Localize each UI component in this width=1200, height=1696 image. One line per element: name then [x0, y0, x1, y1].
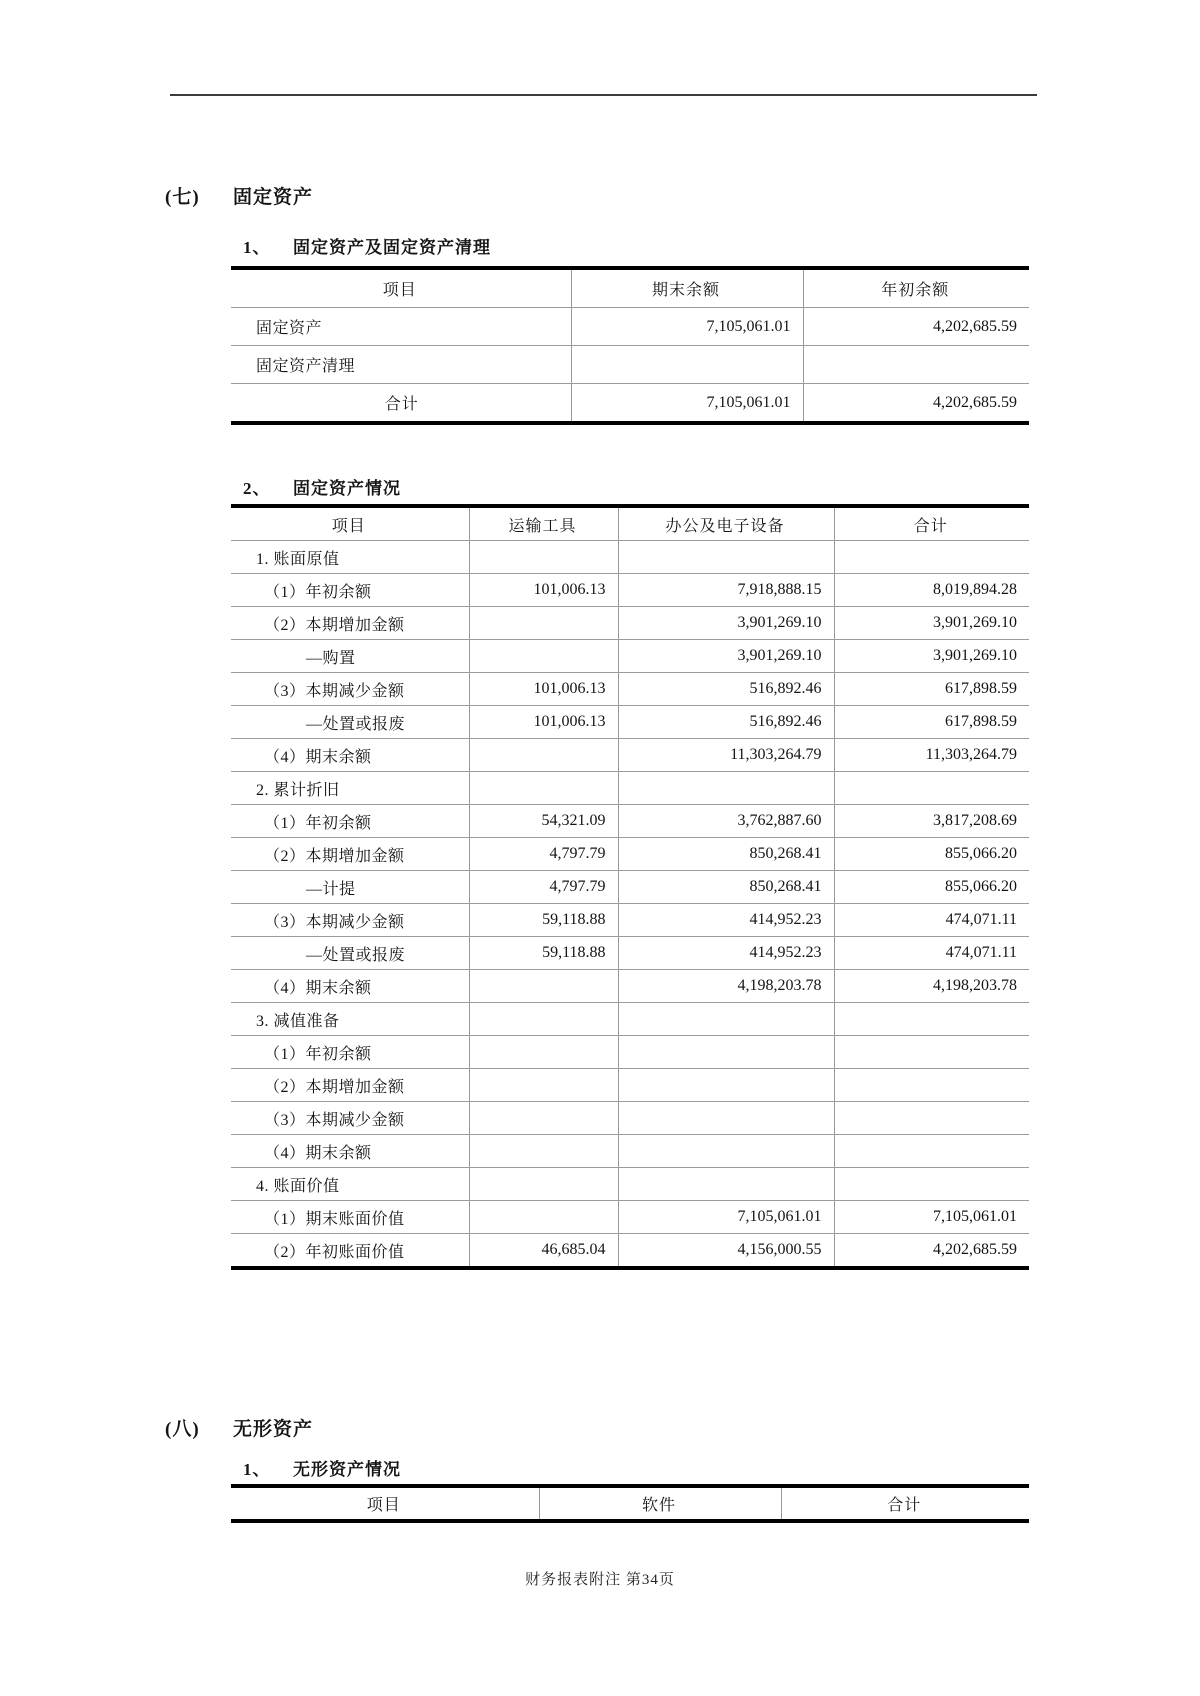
- value-cell: 4,797.79: [469, 838, 618, 871]
- value-cell: 11,303,264.79: [834, 739, 1029, 772]
- table-row: [231, 937, 1029, 970]
- value-cell: [469, 1201, 618, 1234]
- value-cell: [469, 970, 618, 1003]
- value-cell: [834, 1003, 1029, 1036]
- row-label-cell: （4）期末余额: [231, 1135, 469, 1168]
- column-header: 期末余额: [571, 268, 803, 308]
- value-cell: [834, 1168, 1029, 1201]
- value-cell: [618, 1003, 834, 1036]
- row-label-cell: （3）本期减少金额: [231, 904, 469, 937]
- section-label: (八): [165, 1419, 200, 1440]
- table-row: [231, 346, 1029, 384]
- value-cell: [469, 1102, 618, 1135]
- row-label-cell: （2）本期增加金额: [231, 607, 469, 640]
- value-cell: [469, 607, 618, 640]
- value-cell: 3,817,208.69: [834, 805, 1029, 838]
- intangible-assets-detail-table: [231, 1484, 1029, 1523]
- row-label-cell: （4）期末余额: [231, 970, 469, 1003]
- value-cell: 516,892.46: [618, 706, 834, 739]
- row-label-cell: （1）期末账面价值: [231, 1201, 469, 1234]
- table-row: [231, 871, 1029, 904]
- value-cell: 617,898.59: [834, 673, 1029, 706]
- section-title: 固定资产: [233, 187, 314, 208]
- table-row: [231, 1102, 1029, 1135]
- value-cell: [618, 1036, 834, 1069]
- row-label-cell: 4. 账面价值: [231, 1168, 469, 1201]
- value-cell: 855,066.20: [834, 871, 1029, 904]
- row-label-cell: 2. 累计折旧: [231, 772, 469, 805]
- value-cell: 101,006.13: [469, 673, 618, 706]
- value-cell: 4,156,000.55: [618, 1234, 834, 1269]
- subsection-title: 无形资产情况: [293, 1460, 401, 1479]
- subsection-title: 固定资产情况: [293, 479, 401, 498]
- subsection-number: 2、: [243, 479, 271, 498]
- page-footer: 财务报表附注 第34页: [525, 1572, 675, 1588]
- value-cell: [618, 541, 834, 574]
- row-label-cell: 固定资产清理: [231, 346, 571, 384]
- fixed-assets-summary-table: [231, 266, 1029, 425]
- column-header: 软件: [539, 1486, 781, 1521]
- row-label-cell: —处置或报废: [231, 937, 469, 970]
- value-cell: 8,019,894.28: [834, 574, 1029, 607]
- value-cell: 3,901,269.10: [618, 607, 834, 640]
- value-cell: [469, 739, 618, 772]
- row-label-cell: 合计: [231, 384, 571, 424]
- value-cell: 3,901,269.10: [834, 640, 1029, 673]
- row-label-cell: （3）本期减少金额: [231, 1102, 469, 1135]
- row-label-cell: —处置或报废: [231, 706, 469, 739]
- column-header: 项目: [231, 506, 469, 541]
- value-cell: [618, 1135, 834, 1168]
- value-cell: [834, 1069, 1029, 1102]
- value-cell: 59,118.88: [469, 904, 618, 937]
- value-cell: [469, 1003, 618, 1036]
- table-row: [231, 706, 1029, 739]
- row-label-cell: （1）年初余额: [231, 805, 469, 838]
- value-cell: [803, 346, 1029, 384]
- value-cell: 7,105,061.01: [834, 1201, 1029, 1234]
- column-header: 项目: [231, 268, 571, 308]
- table-header-row: [231, 268, 1029, 308]
- value-cell: [469, 1069, 618, 1102]
- row-label-cell: —购置: [231, 640, 469, 673]
- value-cell: 855,066.20: [834, 838, 1029, 871]
- value-cell: 101,006.13: [469, 574, 618, 607]
- value-cell: [571, 346, 803, 384]
- value-cell: [618, 1102, 834, 1135]
- value-cell: [834, 1102, 1029, 1135]
- table-row: [231, 673, 1029, 706]
- section-title: 无形资产: [233, 1419, 314, 1440]
- table-row: [231, 1168, 1029, 1201]
- value-cell: 4,198,203.78: [618, 970, 834, 1003]
- column-header: 项目: [231, 1486, 539, 1521]
- row-label-cell: （1）年初余额: [231, 1036, 469, 1069]
- table-row: [231, 904, 1029, 937]
- row-label-cell: （2）本期增加金额: [231, 1069, 469, 1102]
- table-row: [231, 541, 1029, 574]
- value-cell: [469, 640, 618, 673]
- table-row: [231, 739, 1029, 772]
- row-label-cell: —计提: [231, 871, 469, 904]
- value-cell: 474,071.11: [834, 904, 1029, 937]
- value-cell: [834, 1135, 1029, 1168]
- subsection-number: 1、: [243, 1460, 271, 1479]
- table-row: [231, 838, 1029, 871]
- table-row: [231, 1201, 1029, 1234]
- row-label-cell: （1）年初余额: [231, 574, 469, 607]
- value-cell: 474,071.11: [834, 937, 1029, 970]
- table-row: [231, 1234, 1029, 1269]
- table-row: [231, 607, 1029, 640]
- section-heading-fixed-assets: [165, 182, 313, 209]
- value-cell: 414,952.23: [618, 904, 834, 937]
- value-cell: [834, 541, 1029, 574]
- value-cell: [469, 772, 618, 805]
- value-cell: [834, 1036, 1029, 1069]
- value-cell: 7,918,888.15: [618, 574, 834, 607]
- value-cell: 4,202,685.59: [803, 384, 1029, 424]
- value-cell: [618, 1069, 834, 1102]
- value-cell: 3,762,887.60: [618, 805, 834, 838]
- value-cell: 414,952.23: [618, 937, 834, 970]
- table-row: [231, 308, 1029, 346]
- header-rule: [170, 94, 1037, 96]
- value-cell: 11,303,264.79: [618, 739, 834, 772]
- table-row: [231, 1003, 1029, 1036]
- table-header-row: [231, 506, 1029, 541]
- table-row: [231, 384, 1029, 424]
- row-label-cell: 固定资产: [231, 308, 571, 346]
- section-heading-intangible-assets: [165, 1414, 313, 1441]
- table-header-row: [231, 1486, 1029, 1521]
- table-row: [231, 640, 1029, 673]
- column-header: 合计: [781, 1486, 1029, 1521]
- table-row: [231, 1135, 1029, 1168]
- row-label-cell: （3）本期减少金额: [231, 673, 469, 706]
- table-row: [231, 805, 1029, 838]
- fixed-assets-detail-table: [231, 504, 1029, 1270]
- column-header: 合计: [834, 506, 1029, 541]
- subsection-number: 1、: [243, 238, 271, 257]
- value-cell: 4,202,685.59: [803, 308, 1029, 346]
- value-cell: 4,202,685.59: [834, 1234, 1029, 1269]
- table-row: [231, 772, 1029, 805]
- value-cell: 4,198,203.78: [834, 970, 1029, 1003]
- row-label-cell: 3. 减值准备: [231, 1003, 469, 1036]
- value-cell: 59,118.88: [469, 937, 618, 970]
- value-cell: 617,898.59: [834, 706, 1029, 739]
- subsection-heading-intangible-assets-detail: [243, 1455, 401, 1480]
- subsection-heading-fixed-assets-detail: [243, 474, 401, 499]
- value-cell: 4,797.79: [469, 871, 618, 904]
- value-cell: [834, 772, 1029, 805]
- value-cell: 3,901,269.10: [834, 607, 1029, 640]
- table-row: [231, 1069, 1029, 1102]
- column-header: 运输工具: [469, 506, 618, 541]
- value-cell: [469, 1168, 618, 1201]
- value-cell: 516,892.46: [618, 673, 834, 706]
- subsection-title: 固定资产及固定资产清理: [293, 238, 491, 257]
- row-label-cell: 1. 账面原值: [231, 541, 469, 574]
- value-cell: 54,321.09: [469, 805, 618, 838]
- column-header: 办公及电子设备: [618, 506, 834, 541]
- value-cell: 101,006.13: [469, 706, 618, 739]
- value-cell: [618, 1168, 834, 1201]
- table-row: [231, 970, 1029, 1003]
- value-cell: 850,268.41: [618, 838, 834, 871]
- value-cell: [469, 1036, 618, 1069]
- value-cell: 46,685.04: [469, 1234, 618, 1269]
- row-label-cell: （4）期末余额: [231, 739, 469, 772]
- value-cell: 850,268.41: [618, 871, 834, 904]
- table-row: [231, 574, 1029, 607]
- value-cell: 3,901,269.10: [618, 640, 834, 673]
- value-cell: 7,105,061.01: [571, 308, 803, 346]
- column-header: 年初余额: [803, 268, 1029, 308]
- row-label-cell: （2）年初账面价值: [231, 1234, 469, 1269]
- value-cell: [469, 541, 618, 574]
- row-label-cell: （2）本期增加金额: [231, 838, 469, 871]
- value-cell: 7,105,061.01: [618, 1201, 834, 1234]
- value-cell: 7,105,061.01: [571, 384, 803, 424]
- value-cell: [618, 772, 834, 805]
- table-row: [231, 1036, 1029, 1069]
- section-label: (七): [165, 187, 200, 208]
- subsection-heading-fixed-assets-clearance: [243, 233, 491, 258]
- value-cell: [469, 1135, 618, 1168]
